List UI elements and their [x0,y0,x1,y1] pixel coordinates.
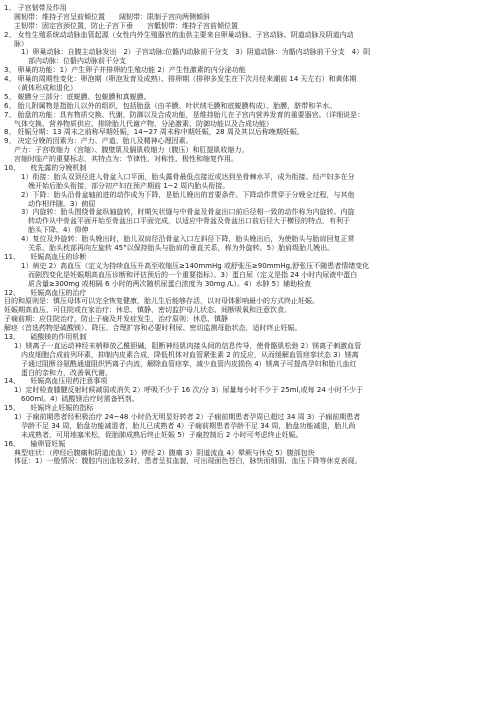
list-item: 1）子痫前期患者经积极治疗 24~48 小时仍无明显好转者 2）子痫前期患者孕周已超过 34 周 3）子痫前期患者 [14,412,361,421]
section-heading: 10、 枕先露的分娩机制 [4,164,87,173]
text-line: 子痫前期：应住院治疗，防止子痫及并发症发生，治疗原则：休息、镇静 [4,315,228,324]
section-heading: 12、 妊娠高血压的治疗 [4,288,87,297]
document-page [4,4,496,466]
text-line: 气体交换、营养物质供应、排除胎儿代谢产物、分泌激素、防御功能以及合成功能） [14,119,273,128]
text-line: 娩开始后胎头衔接，部分初产妇在预产期前 1~2 周内胎头衔接。 [28,181,230,190]
text-line: 目的和原则是：镇压母体可以完全恢复健康，胎儿生后能够存活，以对母体影响最小的方式终止妊娠。 [4,297,319,306]
list-item: 1）衔接：胎头双顶径进入骨盆入口平面，胎头露骨最低点接近或达到坐骨棘水平，成为衔接。经产妇多在分 [21,172,355,181]
section-heading: 1、 子宫韧带及作用 [4,4,67,12]
section-heading: 7、 胎盘的功能：具有物质交换、代谢、防御以及合成功能，是维持胎儿在子宫内营养发育的重要器官。（详细说是： [4,110,365,119]
text-line: 典型症状：（停经后腹痛和阴道流血）1）停经 2）腹痛 3）阴道流血 4）晕厥与休克 5）腹部包块 [14,448,315,457]
text-line: 内皮细胞合成前列环素，抑制内皮素合成，降低机体对血管紧张素 2 的反应，从而缓解血管痉挛状态 3）镁离 [21,350,359,359]
section-heading: 3、 卵巢的功能：1）产生卵子并排卵的生殖功能 2）产生性激素的内分泌功能 [4,66,246,75]
section-heading: 9、 决定分娩的因素为：产力、产道、胎儿及精神心理因素。 [4,137,193,146]
text-line: 胎头下降。4）仰伸 [28,226,89,235]
text-line: 未成熟者，可用地塞米松，促胎肺成熟后终止妊娠 5）子痫控制后 2 小时可考虑终止妊娠。 [21,430,303,439]
text-line: 宫缩时临产的重要标志，其特点为：节律性、对称性、极性和缩复作用。 [14,155,238,164]
text-line: 体征：1）一般情况：腹腔内出血较多时，患者呈贫血貌，可出现面色苍白，脉快而细弱，血压下降等休克表现。 [14,457,362,466]
text-line: 解痉（首选药物是硫酸镁）、降压、合理扩容和必要时利尿、密切监测母胎状态，适时终止妊娠。 [4,324,302,333]
text-line: 孕龄不足 34 周，胎盘功能减退者，胎儿已成熟者 4）子痫前期患者孕龄不足 34 周，胎盘功能减退，胎儿尚 [21,421,356,430]
section-heading: 8、 妊娠分期：13 周末之前称早期妊娠，14~27 周末称中期妊娠，28 周及其以后称晚期妊娠。 [4,128,304,137]
section-heading: 11、 妊娠高血压的诊断 [4,252,87,261]
text-line: 主韧带：固定宫颈位置，防止子宫下垂 宫骶韧带：维持子宫前倾位置 [14,21,238,30]
text-line: 关系，胎头枕部再向左旋转 45°以保持胎头与胎肩的垂直关系，称为外旋转。5）胎肩级胎儿娩出。 [28,244,335,253]
list-item: 1）病史 2）高血压（定义为持续血压升高至收缩压≥140mmHg 或舒张压≥90mmHg,舒张压不随患者情绪变化 [21,261,370,270]
section-heading: 2、 女性生殖系统动动脉血管起源（女性内外生殖器官的血供主要来自卵巢动脉、子宫动脉、阴道动脉及阴道内动 [4,30,354,39]
text-line: 而剧烈变化是妊娠期高血压诊断和评估预后的一个重要指标）。3）蛋白尿（定义是指 24 小时内尿液中蛋白 [28,270,358,279]
text-line: 产力：子宫收缩力（宫缩）、腹壁肌及膈肌收缩力（腹压）和肛提肌收缩力。 [14,146,249,155]
text-line: 部内动脉：位骼内动脉前干分支 [28,57,126,66]
list-item: 4）复位及外旋转：胎头娩出时，胎儿双肩径沿骨盆入口左斜径下降，胎头娩出后，为使胎头与胎肩回复正常 [21,235,355,244]
section-heading: 16、 输卵管妊娠 [4,439,66,448]
text-line: 转动作从中骨盆平面开始至骨盆出口平面完成，以适应中骨盆及骨盆出口前后径大于横径的特点，有利于 [28,217,350,226]
text-line: 蛋白的亲和力，改善氧代谢。 [21,368,112,377]
list-item: 3）内旋转：胎头围绕骨盆纵轴旋转，时期矢状缝与中骨盆及骨盆出口前后径相一致的动作称为内旋转。内旋 [21,208,355,217]
text-line: 质含量≥300mg 或相隔 6 小时的两次随机尿蛋白浓度为 30mg /L）。4）水肿 5）辅助检查 [28,279,312,288]
section-heading: 14、 妊娠高血压用药注意事项 [4,377,108,386]
text-line: 动作相伴随。3）俯屈 [28,199,96,208]
list-item: 2）下降：胎头沿骨盆轴前进的动作成为下降，是胎儿娩出的首要条件。下降动作贯穿于分娩全过程，与其他 [21,190,355,199]
text-line: 600ml。4）硫酸镁治疗时需备钙剂。 [21,395,139,404]
list-item: 1）镁离子一直运动神经末梢释放乙酰胆碱，阻断神经肌肉接头间的信息传导，使骨骼肌松弛 2）镁离子刺激血管 [14,341,362,350]
text-line: 圆韧带：维持子宫呈前倾位置 阔韧带：限制子宫向两侧倾斜 [14,12,210,21]
list-item: 1）卵巢动脉：自腹主动脉发出 2）子宫动脉:位骼内动脉前干分支 3）阴道动脉：为骼内动脉前干分支 4）阴 [21,48,371,57]
section-heading: 5、 蜕膜分三部分：底蜕膜、包蜕膜和真蜕膜。 [4,92,151,101]
section-heading: 13、 硫酸镁的作用机制 [4,332,87,341]
text-line: 脉） [14,39,28,48]
section-heading: 15、 妊娠终止妊娠的指标 [4,404,94,413]
section-heading: 6、 胎儿附属物是指胎儿以外的组织，包括胎盘（由羊膜、叶状绒毛膜和底蜕膜构成）、胎膜，脐带和羊水。 [4,101,337,110]
list-item: 1）定时检查膝腱反射时候减弱或消失 2）呼吸不少于 16 次/分 3）尿量每小时不少于 25ml,或每 24 小时不少于 [14,386,364,395]
text-line: 妊娠期高血压，可住院或在家治疗：休息、镇静、密切监护母儿状态、间断吸氧和注意饮食。 [4,306,291,315]
text-line: 子通过阻断谷氨酰通道阻织钙离子内流，解除血管痉挛，减少血管内皮损伤 4）镁离子可提高孕妇和胎儿血红 [21,359,357,368]
text-line: （黄体形成和退化） [14,84,77,93]
section-heading: 4、 卵巢的周期性变化：卵泡期（卵泡发育及成熟）、排卵期（排卵多发生在下次月经来潮前 14 天左右）和黄体期 [4,75,357,84]
